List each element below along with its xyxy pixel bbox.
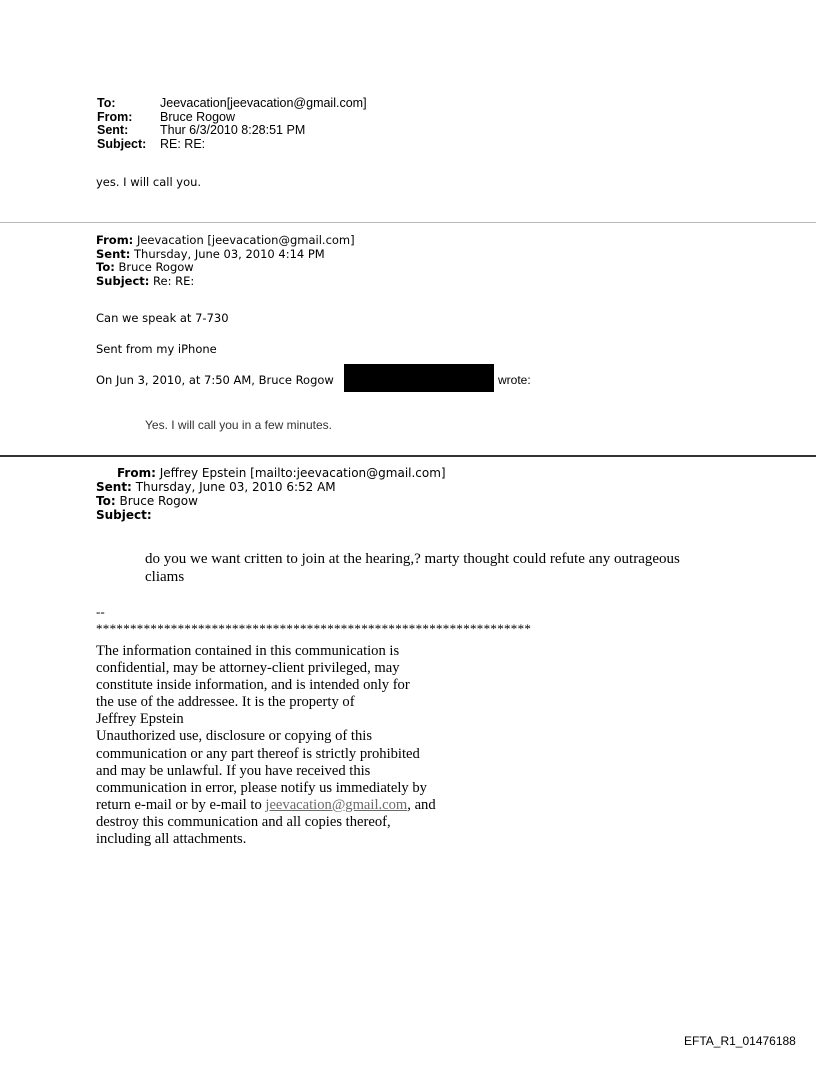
- disclaimer-line: Jeffrey Epstein: [96, 711, 184, 728]
- email1-header: [97, 97, 367, 151]
- disclaimer-line: and may be unlawful. If you have received this: [96, 762, 371, 779]
- email3-subject-label: Subject:: [96, 508, 152, 522]
- disclaimer-line: communication or any part thereof is strictly prohibited: [96, 745, 420, 762]
- disclaimer-line: including all attachments.: [96, 831, 247, 848]
- email2-header: [96, 234, 355, 289]
- disclaimer-line: communication in error, please notify us immediately by: [96, 779, 427, 796]
- email1-to-label: To:: [97, 96, 116, 110]
- email1-subject-row: [97, 138, 367, 152]
- email2-signature: Sent from my iPhone: [96, 342, 217, 356]
- disclaimer-line: the use of the addressee. It is the property of: [96, 694, 355, 711]
- email2-from-value: Jeevacation [jeevacation@gmail.com]: [136, 233, 355, 247]
- email2-quote-intro-prefix: On Jun 3, 2010, at 7:50 AM, Bruce Rogow: [96, 373, 334, 387]
- email2-subject-label: Subject:: [96, 274, 150, 289]
- divider-2: [0, 455, 816, 457]
- disclaimer-link-suffix: , and: [407, 796, 436, 813]
- email1-from-value: Bruce Rogow: [160, 109, 236, 124]
- email2-subject-value: Re: RE:: [153, 274, 195, 289]
- divider-1: [0, 222, 816, 223]
- email3-from-row: [96, 466, 446, 480]
- email2-from-label: From:: [96, 233, 134, 247]
- disclaimer-link-prefix: return e-mail or by e-mail to: [96, 796, 266, 813]
- email2-to-row: [96, 261, 355, 275]
- email2-sent-label: Sent:: [96, 246, 131, 261]
- email2-body: Can we speak at 7-730: [96, 311, 229, 325]
- email1-sent-label: Sent:: [97, 123, 129, 137]
- signature-dash: --: [96, 604, 105, 619]
- email3-to-label: To:: [96, 494, 116, 508]
- email3-body: do you we want critten to join at the hearing,? marty thought could refute any outrageous cliams: [145, 551, 680, 585]
- email3-header: [96, 466, 446, 522]
- email1-sent-value: Thur 6/3/2010 8:28:51 PM: [160, 123, 306, 137]
- email2-subject-row: [96, 275, 355, 289]
- email1-sent-row: [97, 124, 367, 138]
- email3-from-value: Jeffrey Epstein [mailto:jeevacation@gmail.com]: [159, 466, 446, 480]
- email3-sent-value: Thursday, June 03, 2010 6:52 AM: [135, 480, 336, 494]
- email1-from-label: From:: [97, 109, 133, 124]
- email-link[interactable]: jeevacation@gmail.com: [265, 796, 408, 813]
- signature-stars: ****************************************************************: [96, 621, 532, 636]
- disclaimer-line: constitute inside information, and is intended only for: [96, 677, 410, 694]
- disclaimer-line: confidential, may be attorney-client privileged, may: [96, 660, 400, 677]
- email3-to-value: Bruce Rogow: [119, 494, 198, 508]
- email2-to-label: To:: [96, 260, 115, 275]
- email3-subject-row: [96, 508, 446, 522]
- disclaimer-line: The information contained in this communication is: [96, 643, 400, 659]
- redaction-box: [344, 364, 494, 392]
- email2-quoted-reply: Yes. I will call you in a few minutes.: [145, 418, 332, 432]
- email1-subject-label: Subject:: [97, 136, 147, 151]
- email1-subject-value: RE: RE:: [160, 136, 206, 151]
- email2-quote-intro-suffix: wrote:: [498, 373, 531, 387]
- email2-sent-row: [96, 248, 355, 262]
- confidentiality-disclaimer: [96, 643, 436, 848]
- email3-sent-row: [96, 480, 446, 494]
- email3-from-label: From:: [117, 466, 156, 480]
- email2-sent-value: Thursday, June 03, 2010 4:14 PM: [134, 246, 325, 261]
- disclaimer-link-line: [96, 797, 436, 814]
- email2-from-row: [96, 234, 355, 248]
- email1-body: yes. I will call you.: [96, 175, 202, 189]
- email3-to-row: [96, 494, 446, 508]
- email1-to-row: [97, 97, 367, 111]
- bates-number: EFTA_R1_01476188: [684, 1034, 796, 1048]
- disclaimer-line: destroy this communication and all copies thereof,: [96, 813, 391, 830]
- email3-sent-label: Sent:: [96, 480, 132, 494]
- disclaimer-line: Unauthorized use, disclosure or copying of this: [96, 728, 373, 745]
- email1-to-value: Jeevacation[jeevacation@gmail.com]: [160, 96, 367, 110]
- email1-from-row: [97, 111, 367, 125]
- email2-to-value: Bruce Rogow: [118, 260, 194, 275]
